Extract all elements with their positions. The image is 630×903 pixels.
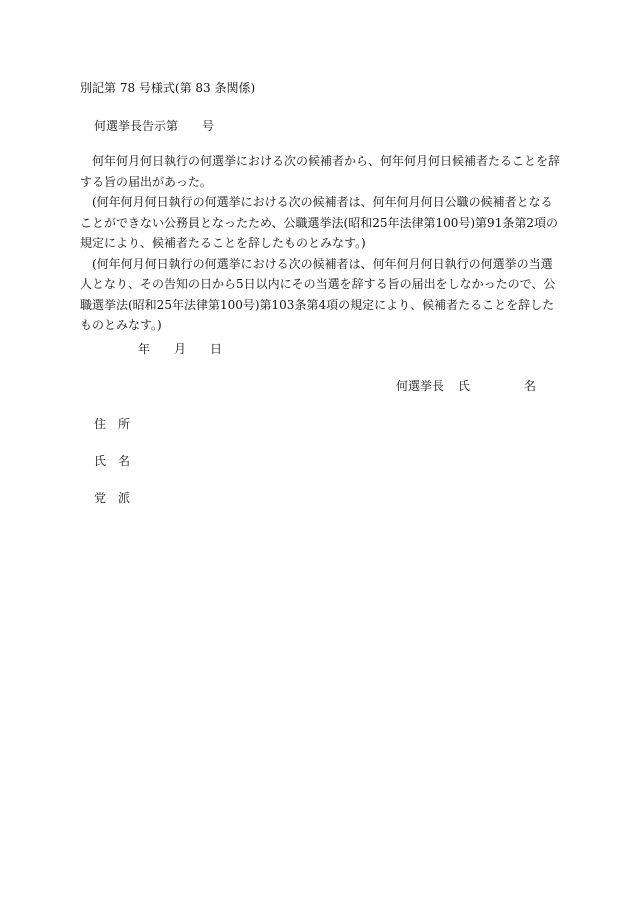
paragraph-main: 何年何月何日執行の何選挙における次の候補者から、何年何月何日候補者たることを辞する旨の届出があった。 — [80, 154, 561, 189]
paragraph-note-2: (何年何月何日執行の何選挙における次の候補者は、何年何月何日執行の何選挙の当選人となり、その告知の日から5日以内にその当選を辞する旨の届出をしなかったので、公職選挙法(昭和25年法律第100号)第103条第4項の規定により、候補者たることを辞したものとみなす。) — [80, 256, 556, 332]
date-line — [138, 343, 222, 355]
form-reference: 別記第 78 号様式(第 83 条関係) — [80, 81, 256, 95]
field-name: 氏 名 — [94, 454, 131, 468]
notice-number: 何選挙長告示第 号 — [94, 119, 215, 133]
signature-title: 何選挙長 — [396, 379, 445, 393]
field-party: 党 派 — [94, 491, 131, 505]
field-address: 住 所 — [94, 417, 131, 431]
date-day: 日 — [210, 342, 223, 356]
paragraph-note-1: (何年何月何日執行の何選挙における次の候補者は、何年何月何日公職の候補者となることができない公務員となったため、公職選挙法(昭和25年法律第100号)第91条第2項の規定により、候補者たることを辞したものとみなす。) — [80, 195, 558, 250]
notice-body — [80, 151, 560, 336]
date-month: 月 — [174, 342, 187, 356]
signature-line — [396, 380, 536, 392]
date-year: 年 — [138, 342, 151, 356]
signature-name-label-2: 名 — [524, 379, 537, 393]
signature-name-label-1: 氏 — [458, 379, 471, 393]
